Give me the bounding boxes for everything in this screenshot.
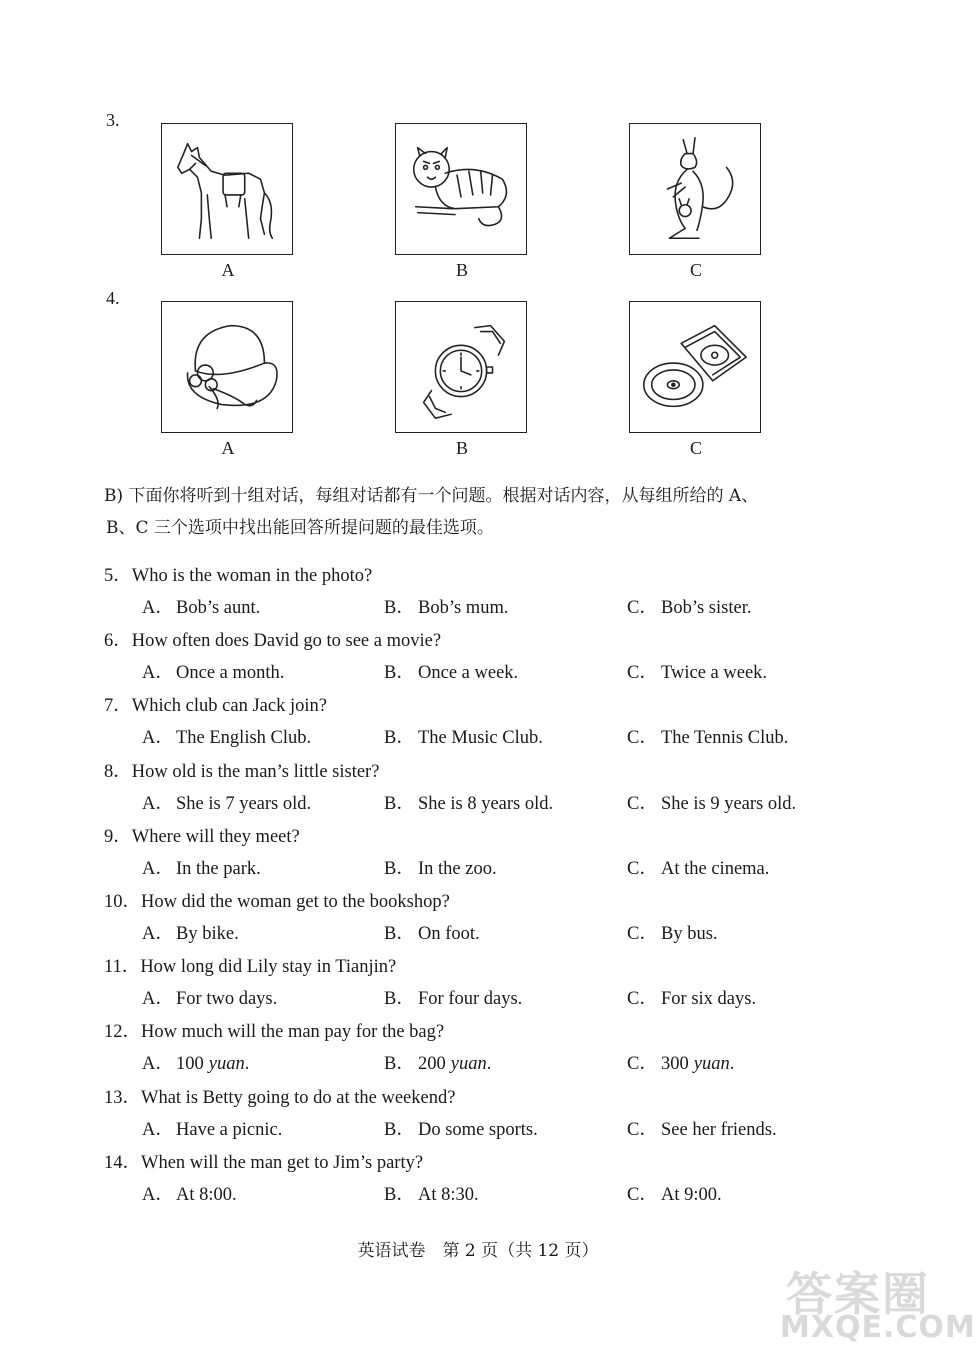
option-text: See her friends.	[661, 1120, 777, 1140]
option-text: On foot.	[418, 924, 480, 944]
option-a	[142, 593, 260, 619]
tiger-icon	[396, 124, 526, 254]
option-letter: B．	[384, 924, 415, 944]
question-text: 6．How often does David go to see a movie?	[104, 631, 442, 651]
question-text: 14．When will the man get to Jim’s party?	[104, 1153, 424, 1173]
option-b	[384, 854, 497, 880]
option-c	[627, 1049, 734, 1075]
option-c	[627, 593, 751, 619]
question-text: 9．Where will they meet?	[104, 827, 300, 847]
option-letter: A．	[142, 728, 174, 748]
option-a	[142, 919, 239, 945]
q3-picture-b	[395, 123, 527, 255]
option-b	[384, 1049, 491, 1075]
option-letter: A．	[142, 1120, 174, 1140]
cd-icon	[630, 302, 760, 432]
option-letter: C．	[627, 794, 658, 814]
watermark-text: 答案圈	[786, 1267, 930, 1321]
option-letter: A．	[142, 989, 174, 1009]
option-letter: C．	[627, 859, 658, 879]
option-unit: yuan	[450, 1054, 487, 1074]
option-letter: A．	[142, 924, 174, 944]
option-text: For two days.	[176, 989, 278, 1009]
option-text: She is 7 years old.	[176, 794, 312, 814]
option-letter: C．	[627, 989, 658, 1009]
option-letter: C．	[627, 598, 658, 618]
q4-picture-b	[395, 301, 527, 433]
q3-label-b: B	[455, 260, 468, 280]
option-b	[384, 723, 543, 749]
option-text: By bus.	[661, 924, 718, 944]
option-letter: B．	[384, 598, 415, 618]
option-b	[384, 1180, 479, 1206]
option-b	[384, 1115, 538, 1141]
question-4-number: 4.	[106, 288, 120, 308]
question-text: 13．What is Betty going to do at the weekend?	[104, 1088, 456, 1108]
option-text: 300	[661, 1054, 689, 1074]
q3-label-c: C	[689, 260, 702, 280]
option-text: Do some sports.	[418, 1120, 538, 1140]
option-c	[627, 1180, 722, 1206]
q3-label-a: A	[221, 260, 235, 280]
question-3-number: 3.	[106, 110, 120, 130]
option-letter: B．	[384, 1120, 415, 1140]
q3-picture-a	[161, 123, 293, 255]
option-letter: A．	[142, 1185, 174, 1205]
question-text: 8．How old is the man’s little sister?	[104, 762, 380, 782]
watermark-logo	[780, 1258, 976, 1348]
q4-picture-a	[161, 301, 293, 433]
option-text: For six days.	[661, 989, 757, 1009]
option-letter: C．	[627, 1185, 658, 1205]
option-letter: A．	[142, 598, 174, 618]
watch-icon	[396, 302, 526, 432]
option-letter: B．	[384, 728, 415, 748]
option-a	[142, 854, 261, 880]
section-b-instruction-line1: B) 下面你将听到十组对话，每组对话都有一个问题。根据对话内容，从每组所给的 A、	[104, 486, 759, 506]
option-c	[627, 658, 767, 684]
option-letter: A．	[142, 859, 174, 879]
option-c	[627, 723, 788, 749]
option-text: At the cinema.	[661, 859, 770, 879]
option-text: 200	[418, 1054, 446, 1074]
option-unit: yuan	[208, 1054, 245, 1074]
option-text: At 8:30.	[418, 1185, 479, 1205]
option-letter: B．	[384, 794, 415, 814]
option-a	[142, 1049, 249, 1075]
kangaroo-icon	[630, 124, 760, 254]
option-a	[142, 723, 311, 749]
option-b	[384, 919, 480, 945]
question-text: 10．How did the woman get to the bookshop?	[104, 892, 450, 912]
option-letter: C．	[627, 728, 658, 748]
option-b	[384, 789, 553, 815]
option-b	[384, 984, 522, 1010]
section-b-instruction-line2: B、C 三个选项中找出能回答所提问题的最佳选项。	[106, 518, 494, 538]
option-text: Bob’s aunt.	[176, 598, 261, 618]
option-b	[384, 593, 508, 619]
option-letter: C．	[627, 1054, 658, 1074]
option-text: Bob’s mum.	[418, 598, 509, 618]
option-text: 100	[176, 1054, 204, 1074]
option-c	[627, 984, 756, 1010]
question-text: 5．Who is the woman in the photo?	[104, 566, 373, 586]
q4-picture-c	[629, 301, 761, 433]
option-text: In the zoo.	[418, 859, 497, 879]
q4-label-a: A	[221, 438, 235, 458]
option-letter: B．	[384, 663, 415, 683]
option-unit-end: .	[244, 1054, 250, 1074]
option-text: In the park.	[176, 859, 261, 879]
option-text: She is 8 years old.	[418, 794, 554, 814]
option-c	[627, 919, 718, 945]
option-c	[627, 1115, 777, 1141]
option-letter: B．	[384, 859, 415, 879]
option-a	[142, 1115, 282, 1141]
option-text: Once a month.	[176, 663, 285, 683]
option-letter: A．	[142, 794, 174, 814]
option-text: Once a week.	[418, 663, 519, 683]
option-c	[627, 789, 796, 815]
option-letter: C．	[627, 663, 658, 683]
question-text: 11．How long did Lily stay in Tianjin?	[104, 957, 397, 977]
option-a	[142, 658, 284, 684]
option-letter: B．	[384, 1185, 415, 1205]
option-a	[142, 789, 311, 815]
option-text: For four days.	[418, 989, 523, 1009]
option-letter: B．	[384, 1054, 415, 1074]
option-text: The English Club.	[176, 728, 312, 748]
option-a	[142, 984, 277, 1010]
hat-icon	[162, 302, 292, 432]
question-text: 7．Which club can Jack join?	[104, 696, 327, 716]
option-letter: C．	[627, 1120, 658, 1140]
option-text: At 8:00.	[176, 1185, 237, 1205]
option-letter: B．	[384, 989, 415, 1009]
option-letter: A．	[142, 663, 174, 683]
option-text: Have a picnic.	[176, 1120, 283, 1140]
option-text: Twice a week.	[661, 663, 768, 683]
option-unit: yuan	[693, 1054, 730, 1074]
question-text: 12．How much will the man pay for the bag?	[104, 1022, 445, 1042]
option-text: By bike.	[176, 924, 239, 944]
q3-picture-c	[629, 123, 761, 255]
option-b	[384, 658, 518, 684]
q4-label-c: C	[689, 438, 702, 458]
watermark-url: MXQE.COM	[780, 1310, 976, 1345]
page-footer: 英语试卷 第 2 页（共 12 页）	[357, 1241, 599, 1261]
option-unit-end: .	[486, 1054, 492, 1074]
option-c	[627, 854, 769, 880]
option-letter: A．	[142, 1054, 174, 1074]
horse-icon	[162, 124, 292, 254]
option-letter: C．	[627, 924, 658, 944]
option-text: At 9:00.	[661, 1185, 722, 1205]
option-text: The Music Club.	[418, 728, 543, 748]
option-text: She is 9 years old.	[661, 794, 797, 814]
option-text: Bob’s sister.	[661, 598, 752, 618]
option-a	[142, 1180, 237, 1206]
option-text: The Tennis Club.	[661, 728, 789, 748]
q4-label-b: B	[455, 438, 468, 458]
option-unit-end: .	[729, 1054, 735, 1074]
